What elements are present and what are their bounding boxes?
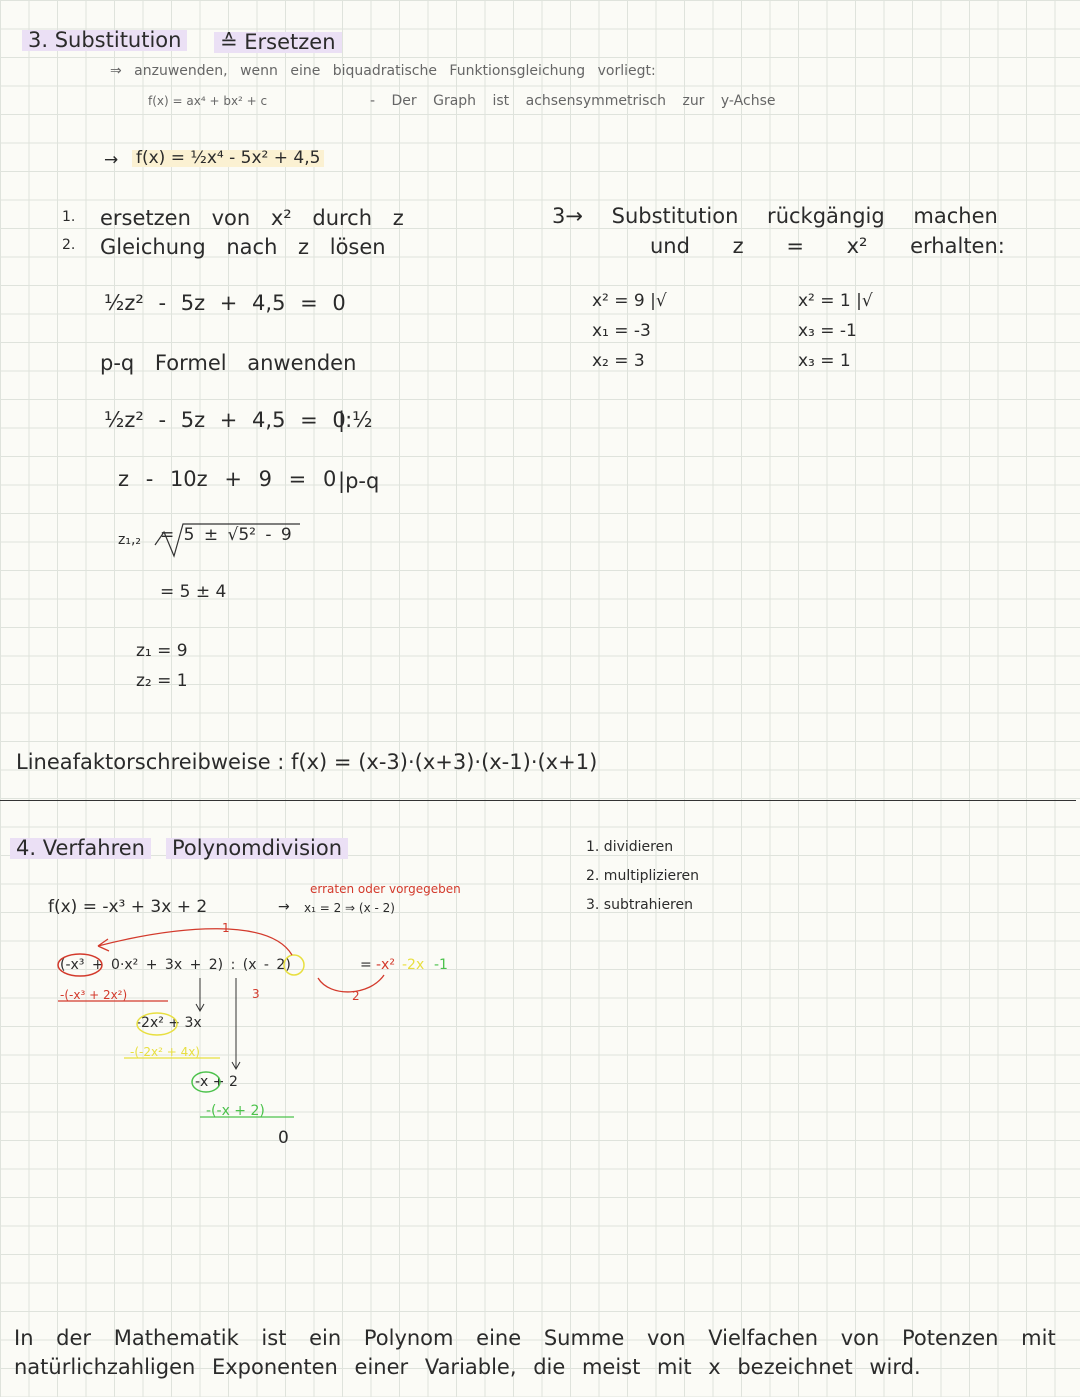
circle-minus-x (192, 1072, 220, 1092)
remainder-1: -2x² + 3x (136, 1015, 202, 1031)
annotation-mark-2: 2 (352, 989, 360, 1003)
use-when-text: ⇒ anzuwenden, wenn eine biquadratische Funktionsgleichung vorliegt: (110, 63, 656, 79)
polynomial-function: f(x) = -x³ + 3x + 2 (48, 897, 208, 917)
pq-formula-label: p-q Formel anwenden (100, 351, 357, 375)
step-1-number: 1. (62, 209, 76, 225)
division-step-2: 2. multiplizieren (586, 868, 700, 884)
definition-line-2: natürlichzahligen Exponenten einer Variable, die meist mit x bezeichnet wird. (14, 1355, 921, 1379)
right-col-row-3: x₃ = 1 (798, 351, 851, 371)
quotient-equals: = (360, 957, 372, 973)
guess-arrow: → (278, 899, 290, 915)
circle-minus-2x2 (137, 1013, 177, 1035)
equation-3-operation: |p-q (338, 469, 380, 493)
section-3-hat: ≙ Ersetzen (214, 32, 342, 53)
division-step-3: 3. subtrahieren (586, 897, 693, 913)
z1-value: z₁ = 9 (136, 641, 188, 661)
z12-expression: = 5 ± √5² - 9 (160, 525, 292, 545)
general-form: f(x) = ax⁴ + bx² + c (148, 94, 268, 108)
division-result: 0 (278, 1128, 289, 1148)
guess-value: x₁ = 2 ⇒ (x - 2) (304, 901, 395, 915)
quotient-term-1: -x² (376, 957, 395, 973)
equation-3: z - 10z + 9 = 0 (118, 467, 337, 491)
definition-line-1: In der Mathematik ist ein Polynom eine Summe von Vielfachen von Potenzen mit (14, 1326, 1056, 1350)
example-function: f(x) = ½x⁴ - 5x² + 4,5 (132, 150, 324, 167)
equation-2-operation: |:½ (338, 408, 373, 432)
quotient-term-2: -2x (402, 957, 425, 973)
example-arrow: → (104, 150, 119, 170)
equation-1: ½z² - 5z + 4,5 = 0 (104, 291, 346, 315)
division-step-1: 1. dividieren (586, 839, 674, 855)
section-3-title: 3. Substitution (22, 30, 187, 51)
left-col-row-3: x₂ = 3 (592, 351, 645, 371)
z2-value: z₂ = 1 (136, 671, 188, 691)
circle-x (284, 955, 304, 975)
left-col-row-2: x₁ = -3 (592, 321, 651, 341)
step-3-text: 3→ Substitution rückgängig machen (552, 204, 998, 228)
left-col-row-1: x² = 9 |√ (592, 291, 667, 311)
linear-factor-form: Lineafaktorschreibweise : f(x) = (x-3)·(x+3)·(x-1)·(x+1) (16, 750, 598, 774)
quotient-term-3: -1 (434, 957, 448, 973)
equation-2: ½z² - 5z + 4,5 = 0 (104, 408, 346, 432)
square-root-sign (155, 524, 300, 556)
step-2-text: Gleichung nach z lösen (100, 235, 386, 259)
arc-arrow-multiply (318, 975, 384, 992)
annotation-mark-1: 1 (222, 921, 230, 935)
remainder-2: -x + 2 (195, 1074, 238, 1090)
division-expression: (-x³ + 0·x² + 3x + 2) : (x - 2) (60, 957, 291, 973)
step-3-subtext: und z = x² erhalten: (650, 234, 1005, 258)
z12-simplified: = 5 ± 4 (160, 582, 227, 602)
annotation-mark-3: 3 (252, 987, 260, 1001)
right-col-row-2: x₃ = -1 (798, 321, 857, 341)
subtraction-3: -(-x + 2) (206, 1103, 265, 1119)
graph-note: - Der Graph ist achsensymmetrisch zur y-Achse (370, 93, 776, 109)
subtraction-2: -(-2x² + 4x) (130, 1045, 200, 1059)
step-2-number: 2. (62, 237, 76, 253)
right-col-row-1: x² = 1 |√ (798, 291, 873, 311)
arc-arrow-divide (98, 929, 292, 955)
z12-label: z₁,₂ (118, 532, 142, 548)
guess-label: erraten oder vorgegeben (310, 882, 461, 896)
circle-minus-x3 (58, 954, 102, 976)
section-4-title: 4. Verfahren (10, 838, 151, 859)
section-4-subtitle: Polynomdivision (166, 838, 348, 859)
step-1-text: ersetzen von x² durch z (100, 206, 404, 230)
subtraction-1: -(-x³ + 2x²) (60, 988, 128, 1002)
